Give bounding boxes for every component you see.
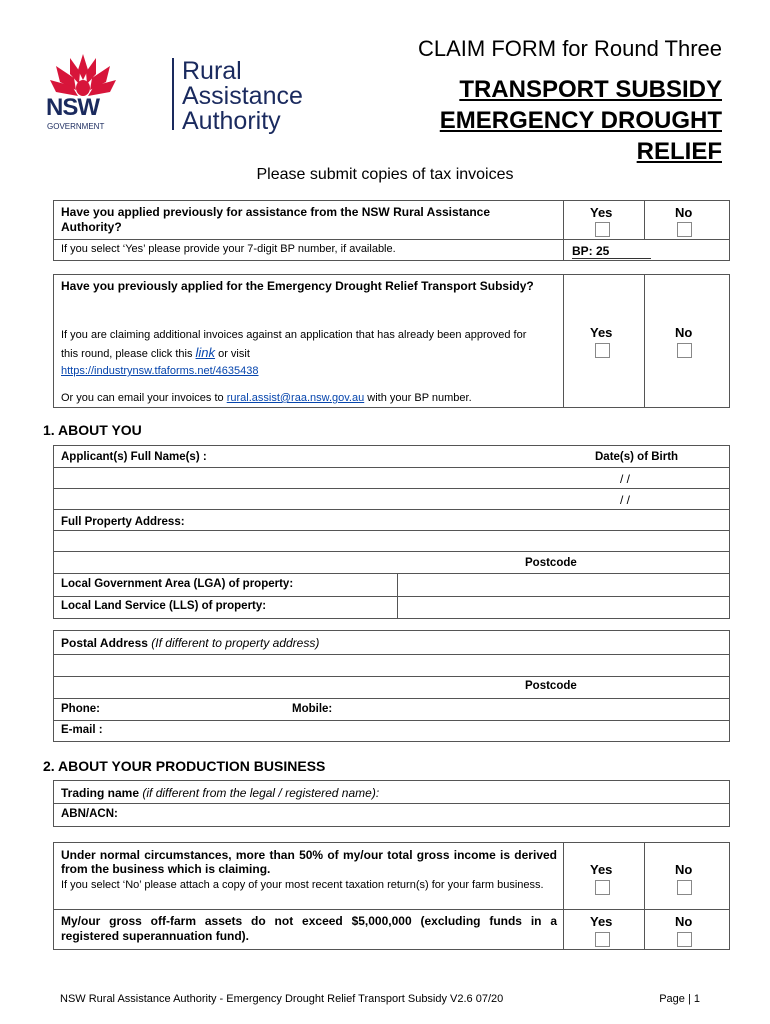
row-line-1 <box>53 467 730 468</box>
q2-no-label: No <box>675 325 693 340</box>
submit-note: Please submit copies of tax invoices <box>256 166 514 183</box>
row-line-3 <box>53 509 730 510</box>
postal-line-3 <box>53 698 730 699</box>
claim-form-title: CLAIM FORM for Round Three <box>417 36 722 61</box>
email-label: E-mail : <box>61 724 103 736</box>
org-name-line-1: Rural <box>182 57 242 85</box>
q2-email-line <box>61 392 472 404</box>
q1-no-checkbox[interactable] <box>677 222 692 237</box>
income-divider-b <box>644 842 645 950</box>
q2-url-link[interactable]: https://industrynsw.tfaforms.net/4635438 <box>61 365 259 377</box>
income-yes-checkbox[interactable] <box>595 880 610 895</box>
q2-link[interactable]: link <box>195 345 216 360</box>
postal-line-2 <box>53 676 730 677</box>
q1-row-line <box>53 239 730 240</box>
lls-field[interactable] <box>399 598 728 618</box>
lga-field[interactable] <box>399 575 728 595</box>
applicant-name-field-1[interactable] <box>55 469 595 487</box>
q2-email-before: Or you can email your invoices to <box>61 392 224 404</box>
postal-postcode-label: Postcode <box>525 680 577 692</box>
dob-field-1[interactable]: / / <box>620 472 631 486</box>
q2-divider-a <box>563 274 564 408</box>
title-line-1: TRANSPORT SUBSIDY <box>459 76 722 103</box>
q1-bp-note: If you select ‘Yes’ please provide your 7-digit BP number, if available. <box>61 243 396 255</box>
trading-name-note: (if different from the legal / registered name): <box>142 786 380 800</box>
property-address-field[interactable] <box>55 532 727 550</box>
org-name-line-3: Authority <box>182 107 281 135</box>
q2-email-after: with your BP number. <box>367 392 472 404</box>
section2-heading: 2. ABOUT YOUR PRODUCTION BUSINESS <box>43 758 326 774</box>
q2-question: Have you previously applied for the Emergency Drought Relief Transport Subsidy? <box>61 279 534 293</box>
trading-name-heading <box>61 786 379 800</box>
assets-no-checkbox[interactable] <box>677 932 692 947</box>
row-line-5 <box>53 551 730 552</box>
abn-label: ABN/ACN: <box>61 808 118 820</box>
q2-yes-label: Yes <box>590 325 613 340</box>
postal-address-heading <box>61 636 319 650</box>
income-no-checkbox[interactable] <box>677 880 692 895</box>
trading-name-label: Trading name <box>61 786 140 800</box>
assets-yes-checkbox[interactable] <box>595 932 610 947</box>
nsw-raa-logo <box>44 52 303 136</box>
mobile-label: Mobile: <box>292 703 333 715</box>
q1-yes-checkbox[interactable] <box>595 222 610 237</box>
row-line-6 <box>53 573 730 574</box>
property-address-label: Full Property Address: <box>61 516 185 528</box>
lga-label: Local Government Area (LGA) of property: <box>61 578 294 590</box>
section1-heading: 1. ABOUT YOU <box>43 422 142 438</box>
title-line-3: RELIEF <box>636 138 722 165</box>
q2-yes-checkbox[interactable] <box>595 343 610 358</box>
lls-label: Local Land Service (LLS) of property: <box>61 600 267 612</box>
government-text: GOVERNMENT <box>47 122 105 131</box>
q1-no-label: No <box>675 205 693 220</box>
postal-address-label: Postal Address <box>61 636 148 650</box>
business-line-1 <box>53 803 730 804</box>
property-postcode-label: Postcode <box>525 557 577 569</box>
lga-divider <box>397 573 398 619</box>
row-line-7 <box>53 596 730 597</box>
logo-divider <box>172 58 174 130</box>
assets-no-label: No <box>675 914 693 929</box>
bp-number-field[interactable]: BP: 25 <box>572 244 651 259</box>
postal-address-note: (If different to property address) <box>151 636 320 650</box>
dob-field-2[interactable]: / / <box>620 493 631 507</box>
row-line-2 <box>53 488 730 489</box>
q2-divider-b <box>644 274 645 408</box>
dob-label: Date(s) of Birth <box>595 451 679 463</box>
assets-yes-label: Yes <box>590 914 613 929</box>
q1-question: Have you applied previously for assistance from the NSW Rural Assistance Authority? <box>61 205 491 234</box>
org-name-line-2: Assistance <box>182 82 303 110</box>
income-yes-label: Yes <box>590 862 613 877</box>
phone-label: Phone: <box>61 703 100 715</box>
assets-question: My/our gross off-farm assets do not exceed $5,000,000 (excluding funds in a registered superannuation fund). <box>61 914 557 943</box>
q1-divider-b <box>644 200 645 239</box>
postal-line-1 <box>53 654 730 655</box>
income-question: Under normal circumstances, more than 50% of my/our total gross income is derived from the business which is claiming. <box>61 848 557 876</box>
income-no-label: No <box>675 862 693 877</box>
applicant-name-label: Applicant(s) Full Name(s) : <box>61 451 207 463</box>
q1-yes-label: Yes <box>590 205 613 220</box>
q2-instructions <box>61 327 541 380</box>
q2-text-after-link: or visit <box>218 348 250 360</box>
income-divider-a <box>563 842 564 950</box>
page-number: Page | 1 <box>659 993 700 1005</box>
postal-line-4 <box>53 720 730 721</box>
income-note: If you select ‘No’ please attach a copy of your most recent taxation return(s) for your farm business. <box>61 879 544 891</box>
row-line-4 <box>53 530 730 531</box>
postal-address-field[interactable] <box>55 656 727 675</box>
waratah-icon <box>48 52 118 98</box>
nsw-text: NSW <box>46 94 99 121</box>
q2-text-before-link: If you are claiming additional invoices against an application that has already been approved for this round, please click this <box>61 329 527 360</box>
q2-no-checkbox[interactable] <box>677 343 692 358</box>
q1-divider-a <box>563 200 564 261</box>
applicant-name-field-2[interactable] <box>55 490 595 508</box>
income-row-line <box>53 909 730 910</box>
footer-text: NSW Rural Assistance Authority - Emergency Drought Relief Transport Subsidy V2.6 07/20 <box>60 993 504 1005</box>
q2-email-link[interactable]: rural.assist@raa.nsw.gov.au <box>226 392 365 404</box>
title-line-2: EMERGENCY DROUGHT <box>439 107 722 134</box>
